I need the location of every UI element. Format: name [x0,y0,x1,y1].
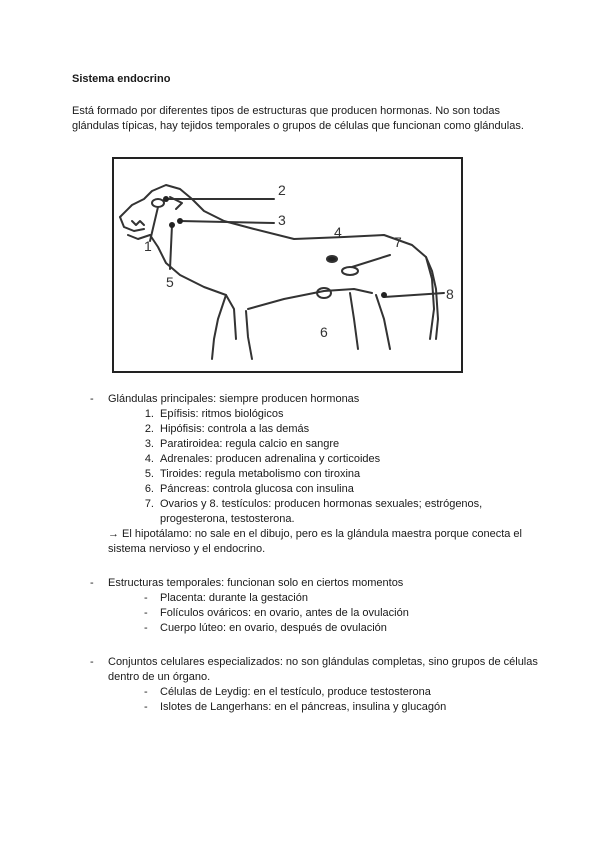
section-heading: Estructuras temporales: funcionan solo en ciertos momentos [108,577,404,589]
intro-paragraph: Está formado por diferentes tipos de estructuras que producen hormonas. No son todas glándulas típicas, hay tejidos temporales o grupos de células que funcionan como glándulas. [72,105,524,132]
dog-outline-drawing [114,159,461,371]
label-6: 6 [320,324,328,340]
list-item: 5. Tiroides: regula metabolismo con tiroxina [144,468,361,480]
label-2: 2 [278,182,286,198]
list-item: 3. Paratiroidea: regula calcio en sangre [144,438,340,450]
label-3: 3 [278,212,286,228]
section-temporary-structures [72,576,542,636]
section-heading: Conjuntos celulares especializados: no son glándulas completas, sino grupos de células dentro de un órgano. [108,656,538,683]
bullet-dash: - [90,577,94,589]
bullet-dash: - [90,656,94,668]
list-item: 7. Ovarios y 8. testículos: producen hormonas sexuales; estrógenos, progesterona, testosterona. [144,498,483,525]
label-8: 8 [446,286,454,302]
document-page [72,62,542,713]
list-item: 2. Hipófisis: controla a las demás [144,423,310,435]
sub-list [108,591,542,636]
hypothalamus-note: → El hipotálamo: no sale en el dibujo, pero es la glándula maestra porque conecta el sistema nervioso y el endocrino. [108,528,522,555]
bullet-dash: - [90,393,94,405]
list-item: 4. Adrenales: producen adrenalina y corticoides [144,453,381,465]
list-item: - Folículos ováricos: en ovario, antes de la ovulación [144,607,409,619]
endocrine-dog-diagram [112,157,463,373]
list-item: 1. Epífisis: ritmos biológicos [144,408,284,420]
content-lists [72,392,542,734]
label-1: 1 [144,238,152,254]
list-item: - Placenta: durante la gestación [144,592,308,604]
section-main-glands [72,392,542,557]
numbered-list [108,407,542,527]
list-item: - Islotes de Langerhans: en el páncreas, insulina y glucagón [144,701,447,713]
label-4: 4 [334,224,342,240]
section-heading: Glándulas principales: siempre producen hormonas [108,393,360,405]
list-item: - Células de Leydig: en el testículo, produce testosterona [144,686,431,698]
page-title: Sistema endocrino [72,73,171,85]
list-item: - Cuerpo lúteo: en ovario, después de ovulación [144,622,387,634]
list-item: 6. Páncreas: controla glucosa con insulina [144,483,354,495]
section-specialized-cells [72,655,542,715]
sub-list [108,685,542,715]
label-5: 5 [166,274,174,290]
label-7: 7 [394,234,402,250]
